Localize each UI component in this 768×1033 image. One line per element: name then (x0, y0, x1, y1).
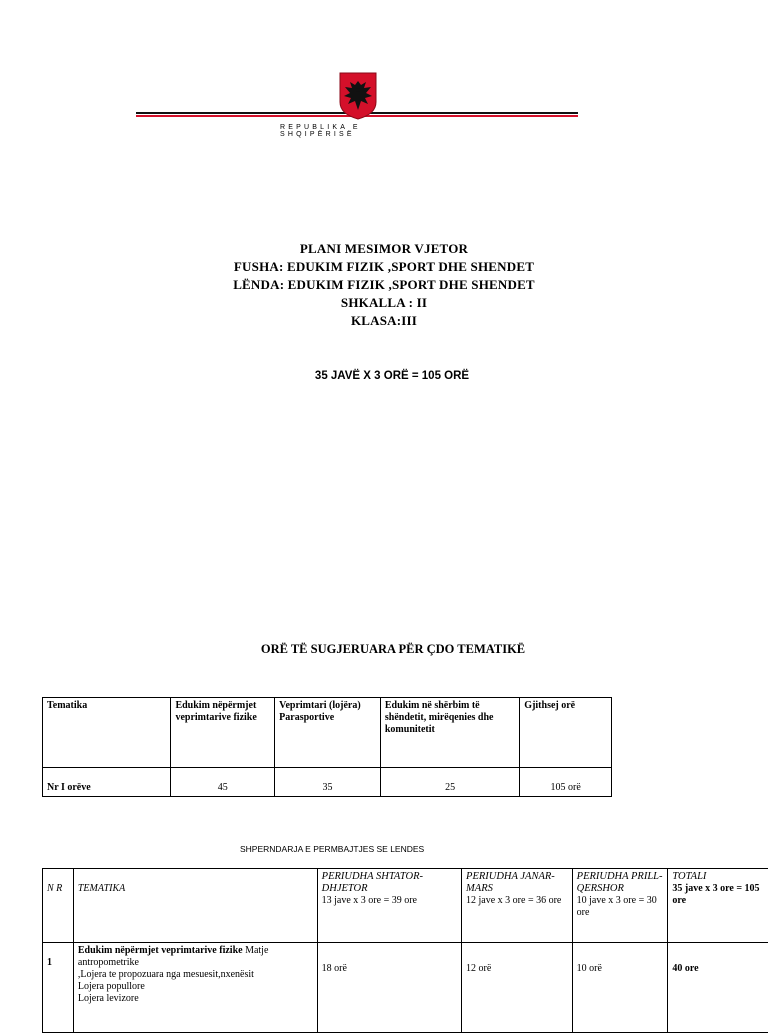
field-title: FUSHA: EDUKIM FIZIK ,SPORT DHE SHENDET (0, 258, 768, 276)
section-title: ORË TË SUGJERUARA PËR ÇDO TEMATIKË (0, 642, 768, 657)
period-detail: 10 jave x 3 ore = 30 ore (577, 895, 664, 919)
topic-title: Edukim nëpërmjet veprimtarive fizike (78, 945, 243, 956)
total-value: 40 ore (668, 943, 768, 1033)
total-header (668, 869, 768, 943)
period-name: PERIUDHA JANAR-MARS (466, 871, 568, 895)
subject-title: LËNDA: EDUKIM FIZIK ,SPORT DHE SHENDET (0, 276, 768, 294)
hours-table-header-cell: Tematika (43, 698, 171, 768)
hours-table-header-cell: Edukim nëpërmjet veprimtarive fizike (171, 698, 275, 768)
hours-value: 35 (275, 768, 381, 797)
topic-line: Lojera levizore (78, 993, 313, 1005)
period-header (572, 869, 668, 943)
nr-header: N R (43, 869, 74, 943)
period-detail: 13 jave x 3 ore = 39 ore (322, 895, 457, 907)
albanian-eagle-emblem-icon (339, 72, 377, 120)
distribution-table (42, 868, 768, 1033)
period-header (462, 869, 573, 943)
hours-value: 45 (171, 768, 275, 797)
row-number: 1 (43, 943, 74, 1033)
row-topic (73, 943, 317, 1033)
plan-title: PLANI MESIMOR VJETOR (0, 240, 768, 258)
total-detail: 35 jave x 3 ore = 105 ore (672, 883, 767, 907)
period-value: 18 orë (317, 943, 461, 1033)
period-value: 12 orë (462, 943, 573, 1033)
hours-value: 105 orë (520, 768, 612, 797)
topic-line: Lojera popullore (78, 981, 313, 993)
distribution-header-row (43, 869, 768, 943)
hours-table-header-cell: Edukim në shërbim të shëndetit, mirëqenies dhe komunitetit (380, 698, 519, 768)
topic-subtitle: Matje antropometrike (78, 945, 269, 968)
level-title: SHKALLA : II (0, 294, 768, 312)
hours-table-header-cell: Veprimtari (lojëra) Parasportive (275, 698, 381, 768)
period-detail: 12 jave x 3 ore = 36 ore (466, 895, 568, 907)
total-name: TOTALI (672, 871, 767, 883)
class-title: KLASA:III (0, 312, 768, 330)
distribution-row (43, 943, 768, 1033)
distribution-title: SHPERNDARJA E PERMBAJTJES SE LENDES (240, 844, 424, 854)
republic-caption: REPUBLIKA E SHQIPËRISË (280, 124, 440, 138)
hours-table-header-row (43, 698, 612, 768)
period-name: PERIUDHA SHTATOR-DHJETOR (322, 871, 457, 895)
tematika-header: TEMATIKA (73, 869, 317, 943)
title-block (0, 240, 768, 330)
period-value: 10 orë (572, 943, 668, 1033)
period-name: PERIUDHA PRILL-QERSHOR (577, 871, 664, 895)
hours-table-header-cell: Gjithsej orë (520, 698, 612, 768)
hours-value: 25 (380, 768, 519, 797)
hours-row-label: Nr I orëve (43, 768, 171, 797)
hours-table-row (43, 768, 612, 797)
topic-line: ,Lojera te propozuara nga mesuesit,nxenësit (78, 969, 313, 981)
hours-summary: 35 JAVË X 3 ORË = 105 ORË (0, 370, 768, 382)
hours-table (42, 697, 612, 797)
period-header (317, 869, 461, 943)
